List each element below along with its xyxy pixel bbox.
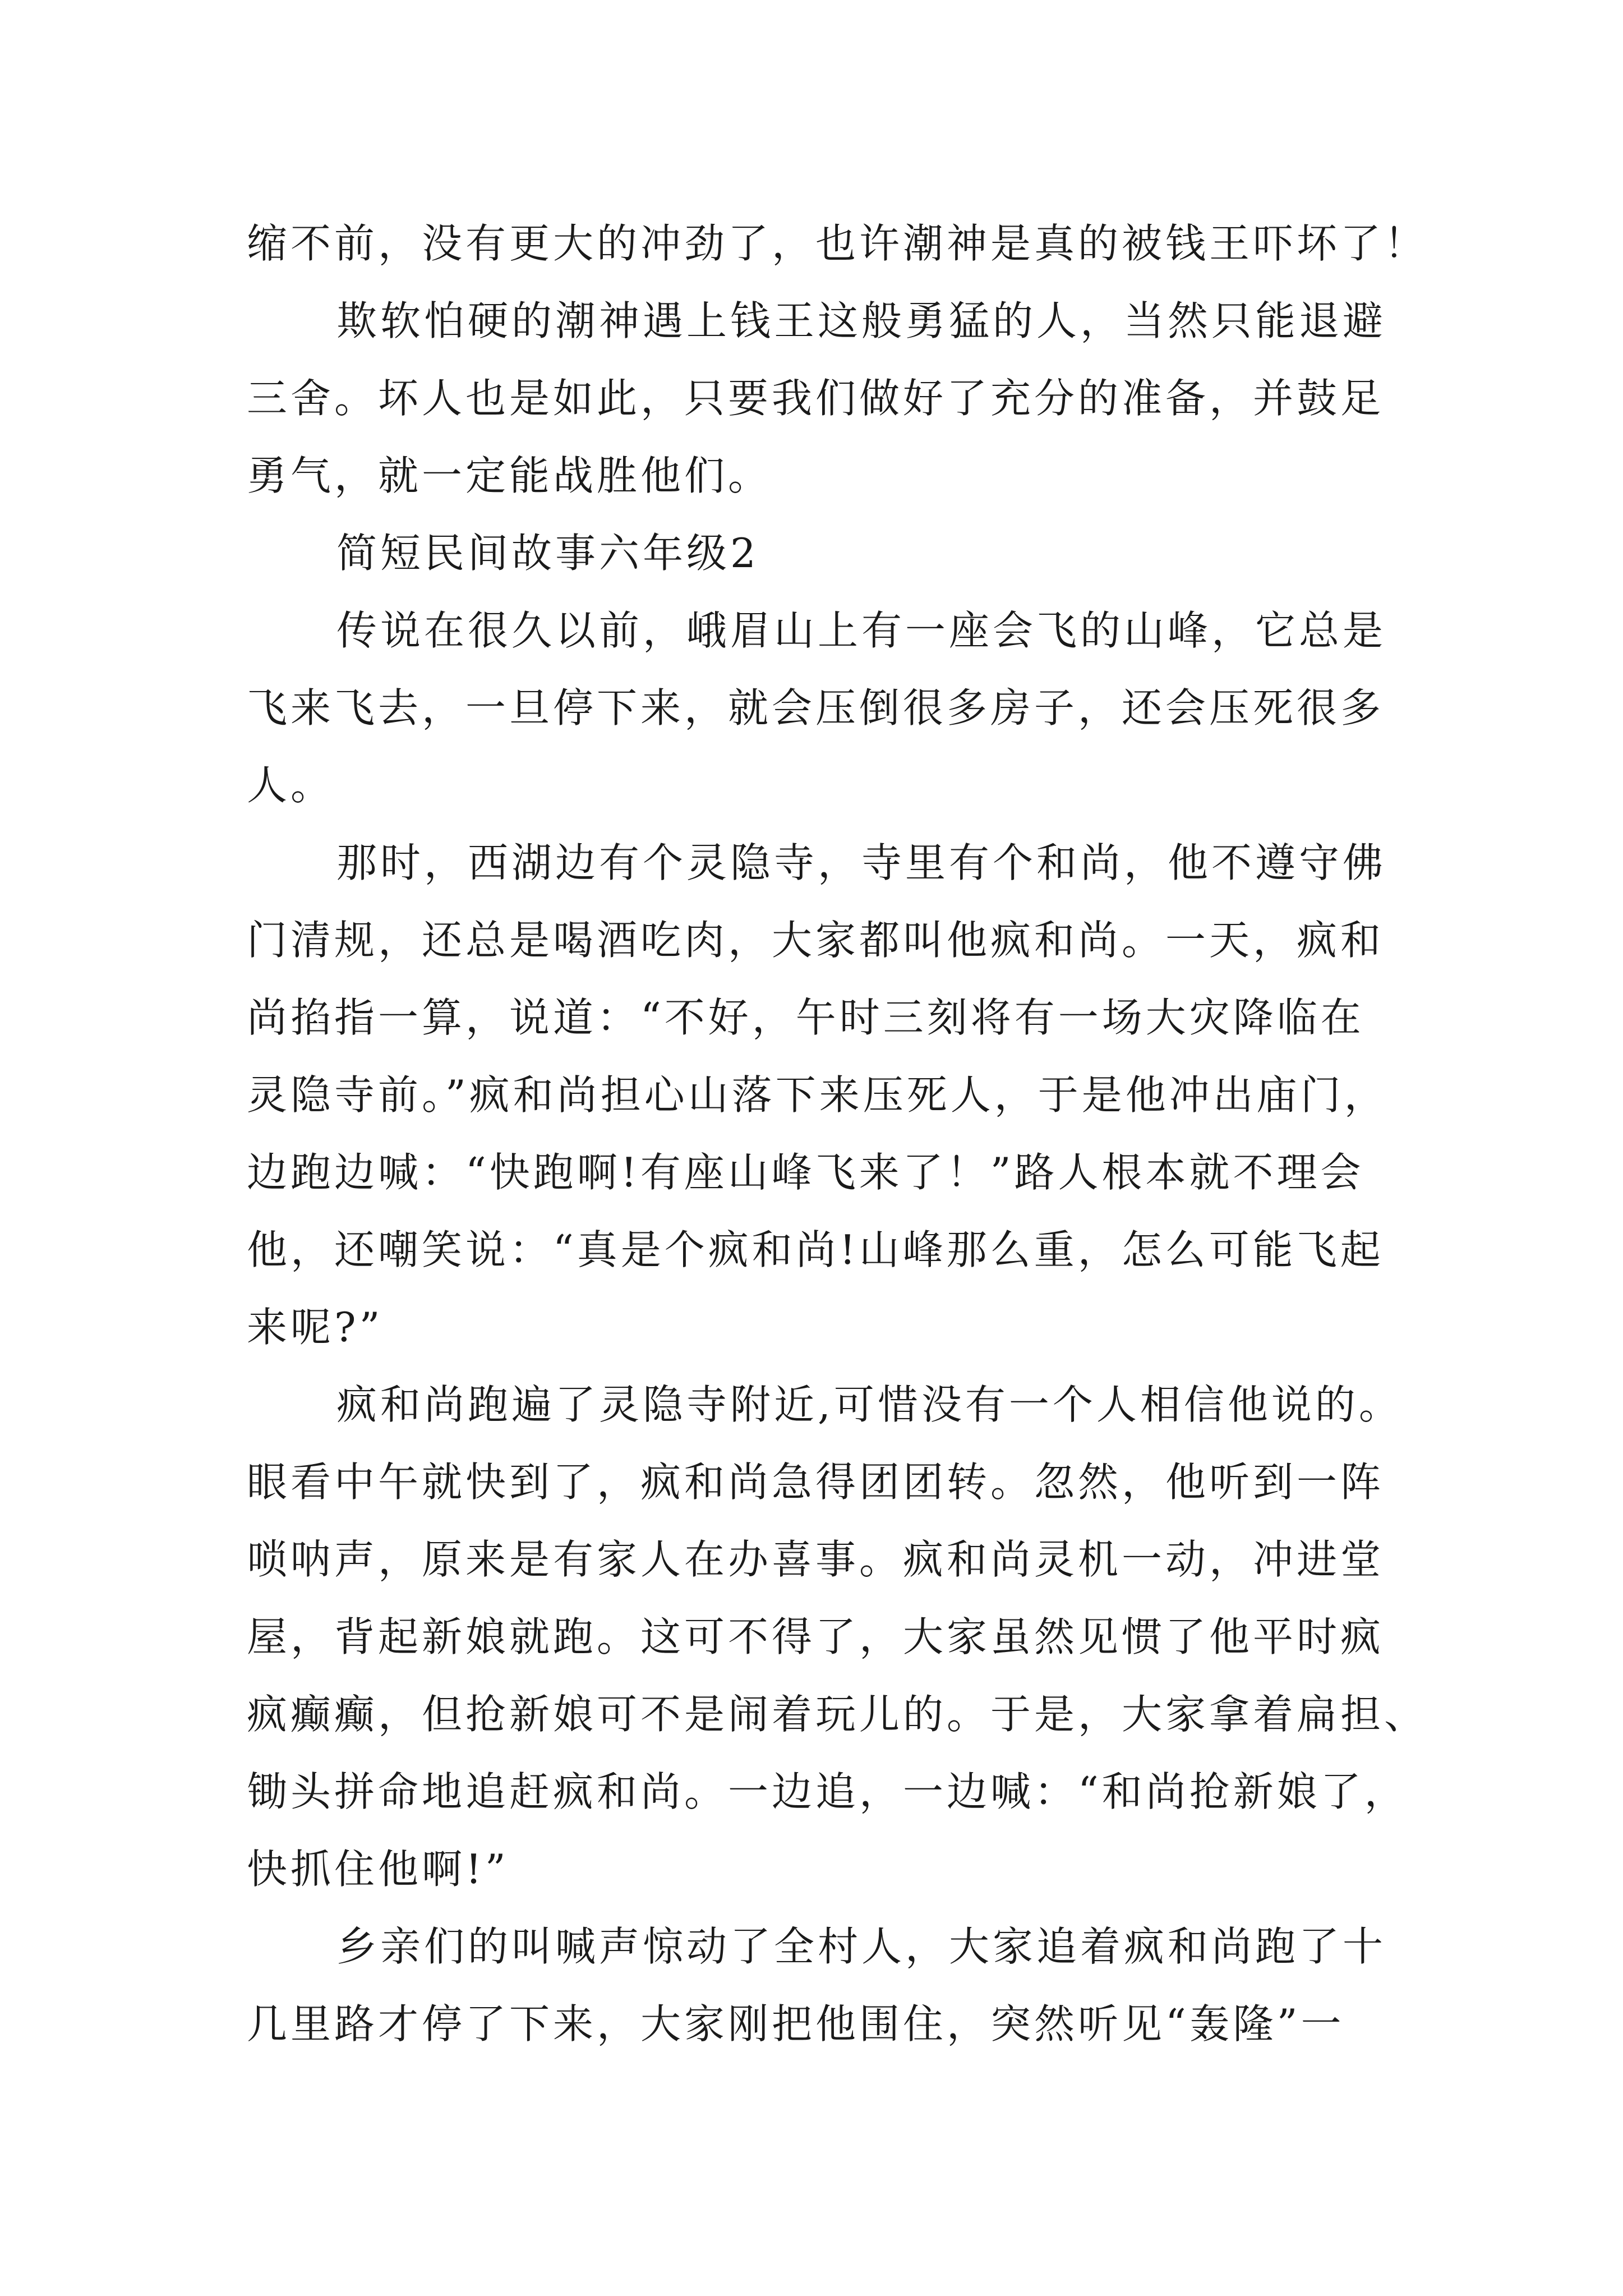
text-line: 屋，背起新娘就跑。这可不得了，大家虽然见惯了他平时疯 — [247, 1613, 1385, 1660]
text-line: 快抓住他啊!” — [247, 1846, 509, 1893]
paragraph-start: 乡亲们的叫喊声惊动了全村人，大家追着疯和尚跑了十 — [336, 1923, 1387, 1970]
text-line: 缩不前，没有更大的冲劲了，也许潮神是真的被钱王吓坏了！ — [247, 220, 1428, 267]
text-line: 飞来飞去，一旦停下来，就会压倒很多房子，还会压死很多 — [247, 684, 1385, 731]
paragraph-start: 那时，西湖边有个灵隐寺，寺里有个和尚，他不遵守佛 — [336, 839, 1387, 886]
text-line: 疯癫癫，但抢新娘可不是闹着玩儿的。于是，大家拿着扁担、 — [247, 1691, 1428, 1738]
paragraph-start: 欺软怕硬的潮神遇上钱王这般勇猛的人，当然只能退避 — [336, 297, 1387, 344]
text-line: 人。 — [247, 762, 335, 809]
text-line: 来呢?” — [247, 1304, 384, 1351]
text-line: 锄头拼命地追赶疯和尚。一边追，一边喊：“和尚抢新娘了， — [247, 1768, 1408, 1815]
section-heading: 简短民间故事六年级2 — [336, 530, 759, 577]
paragraph-start: 疯和尚跑遍了灵隐寺附近,可惜没有一个人相信他说的。 — [336, 1381, 1403, 1428]
text-line: 勇气，就一定能战胜他们。 — [247, 452, 772, 499]
text-line: 边跑边喊：“快跑啊!有座山峰飞来了！”路人根本就不理会 — [247, 1149, 1364, 1196]
text-line: 尚掐指一算，说道：“不好，午时三刻将有一场大灾降临在 — [247, 994, 1364, 1041]
text-line: 眼看中午就快到了，疯和尚急得团团转。忽然，他听到一阵 — [247, 1458, 1385, 1506]
paragraph-start: 传说在很久以前，峨眉山上有一座会飞的山峰，它总是 — [336, 607, 1387, 654]
text-line: 三舍。坏人也是如此，只要我们做好了充分的准备，并鼓足 — [247, 375, 1385, 422]
text-line: 他，还嘲笑说：“真是个疯和尚!山峰那么重，怎么可能飞起 — [247, 1226, 1384, 1273]
text-line: 门清规，还总是喝酒吃肉，大家都叫他疯和尚。一天，疯和 — [247, 917, 1385, 964]
text-line: 灵隐寺前。”疯和尚担心山落下来压死人，于是他冲出庙门， — [247, 1071, 1388, 1119]
text-line: 唢呐声，原来是有家人在办喜事。疯和尚灵机一动，冲进堂 — [247, 1536, 1385, 1583]
text-line: 几里路才停了下来，大家刚把他围住，突然听见“轰隆”一 — [247, 2000, 1345, 2047]
